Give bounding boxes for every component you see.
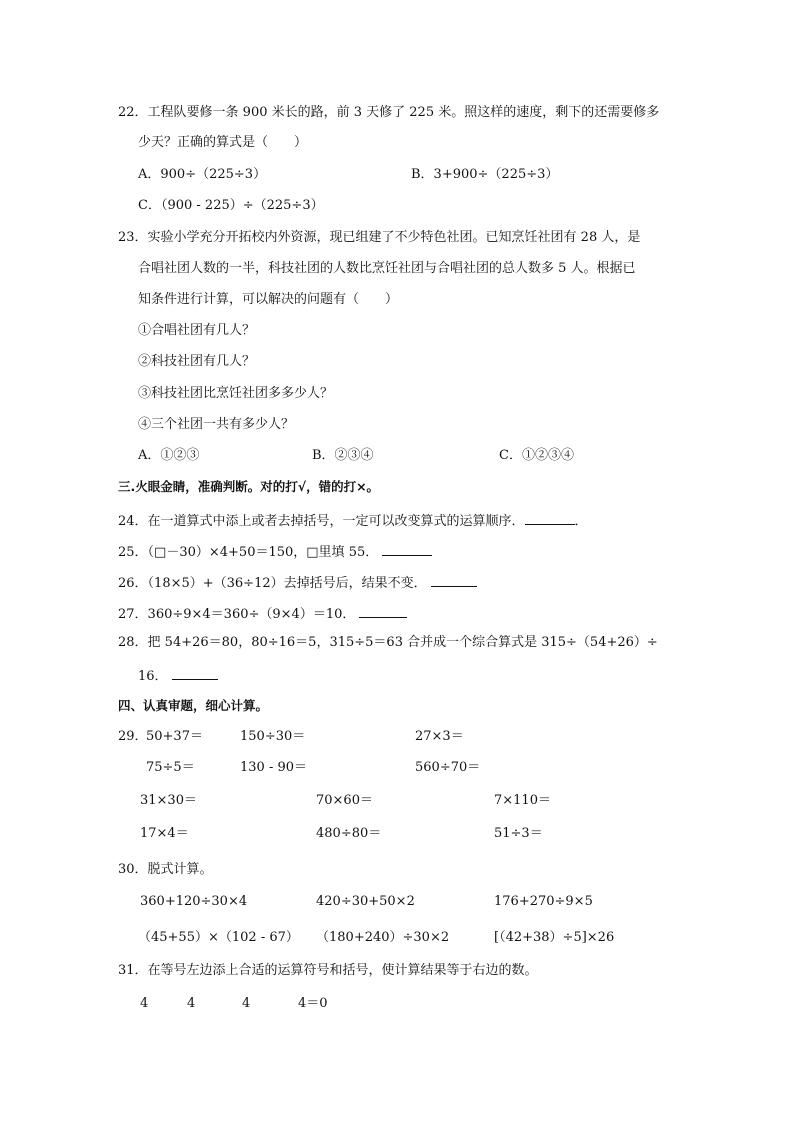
- q29-item: 50+37＝: [146, 729, 203, 744]
- q23-option-c: C．①②③④: [499, 448, 574, 463]
- q28-line1: 28．把 54+26＝80，80÷16＝5，315÷5＝63 合并成一个综合算式是 315÷（54+26）÷: [118, 635, 658, 650]
- answer-blank[interactable]: [359, 603, 407, 618]
- q30-expression: 176+270÷9×5: [494, 894, 593, 909]
- q23-option-b: B．②③④: [312, 448, 374, 463]
- q22-option-c: C．（900 - 225）÷（225÷3）: [138, 198, 324, 213]
- q29-item: 150÷30＝: [240, 729, 306, 744]
- q28-line2: [138, 665, 218, 686]
- q23-line1: 23．实验小学充分开拓校内外资源，现已组建了不少特色社团。已知烹饪社团有 28 人，是: [118, 230, 641, 245]
- q25: [118, 541, 432, 562]
- section-4-heading: 四、认真审题，细心计算。: [118, 698, 269, 713]
- q24: [118, 510, 588, 531]
- q30-expression: 420÷30+50×2: [316, 894, 415, 909]
- q30-title: 30．脱式计算。: [118, 862, 213, 877]
- q29-item: 75÷5＝: [146, 760, 195, 775]
- q22-line2: 少天？正确的算式是（ ）: [138, 135, 308, 150]
- q29-label: 29．: [118, 729, 148, 744]
- q29-item: 17×4＝: [140, 826, 189, 841]
- q22-option-a: A．900÷（225÷3）: [138, 167, 267, 182]
- q24-end: ．: [574, 514, 588, 529]
- q28-text: 16．: [138, 669, 168, 684]
- q27-text: 27．360÷9×4＝360÷（9×4）＝10．: [118, 607, 356, 622]
- q30-expression: （180+240）÷30×2: [316, 930, 450, 945]
- q25-text: 25．（□－30）×4+50＝150，□里填 55．: [118, 545, 379, 560]
- q31-number: 4: [187, 996, 196, 1011]
- q30-expression: [（42+38）÷5]×26: [494, 930, 615, 945]
- q23-line2: 合唱社团人数的一半，科技社团的人数比烹饪社团与合唱社团的总人数多 5 人。根据已: [138, 261, 636, 276]
- q31-number: 4: [140, 996, 149, 1011]
- answer-blank[interactable]: [431, 572, 477, 587]
- q29-item: 130 - 90＝: [240, 760, 308, 775]
- q23-item-4: ④三个社团一共有多少人？: [138, 417, 295, 432]
- q29-item: 31×30＝: [140, 793, 197, 808]
- q23-item-1: ①合唱社团有几人？: [138, 323, 256, 338]
- answer-blank[interactable]: [172, 665, 218, 680]
- q30-expression: 360+120÷30×4: [140, 894, 248, 909]
- q29-item: 51÷3＝: [494, 826, 543, 841]
- q26: [118, 572, 477, 593]
- q29-item: 480÷80＝: [316, 826, 382, 841]
- q23-option-a: A．①②③: [138, 448, 200, 463]
- q29-item: 70×60＝: [316, 793, 373, 808]
- q26-text: 26．（18×5）+（36÷12）去掉括号后，结果不变．: [118, 576, 427, 591]
- q23-line3: 知条件进行计算，可以解决的问题有（ ）: [138, 292, 399, 307]
- section-3-heading: 三.火眼金睛，准确判断。对的打√，错的打×。: [118, 479, 380, 494]
- q29-item: 27×3＝: [415, 729, 464, 744]
- q23-item-3: ③科技社团比烹饪社团多多少人？: [138, 386, 334, 401]
- q29-item: 560÷70＝: [415, 760, 481, 775]
- q23-item-2: ②科技社团有几人？: [138, 354, 256, 369]
- q31-number: 4＝0: [298, 996, 328, 1011]
- q31-number: 4: [242, 996, 251, 1011]
- q24-text: 24．在一道算式中添上或者去掉括号，一定可以改变算式的运算顺序．: [118, 514, 525, 529]
- q31-title: 31．在等号左边添上合适的运算符号和括号，使计算结果等于右边的数。: [118, 963, 538, 978]
- q30-expression: （45+55）×（102 - 67）: [138, 930, 299, 945]
- q22-option-b: B．3+900÷（225÷3）: [411, 167, 559, 182]
- answer-blank[interactable]: [525, 510, 575, 525]
- answer-blank[interactable]: [382, 541, 432, 556]
- q27: [118, 603, 407, 624]
- q22-line1: 22．工程队要修一条 900 米长的路，前 3 天修了 225 米。照这样的速度，剩下的还需要修多: [118, 105, 660, 120]
- q29-item: 7×110＝: [494, 793, 551, 808]
